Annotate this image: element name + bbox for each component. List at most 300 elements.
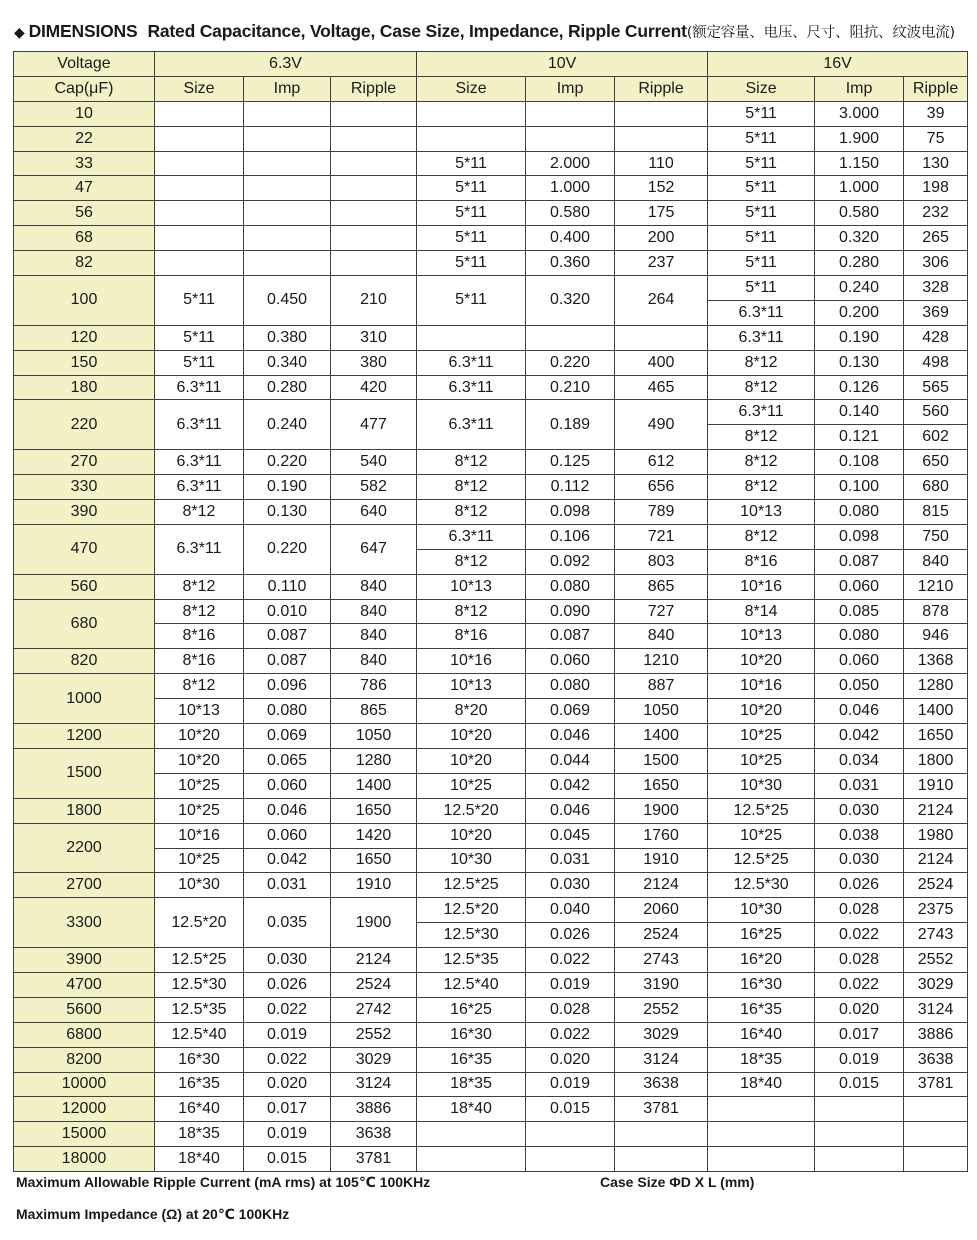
capacitance-cell: 2200 bbox=[14, 823, 155, 873]
10v-size-cell: 16*25 bbox=[417, 997, 526, 1022]
6-3v-ripple-cell bbox=[331, 101, 417, 126]
10v-ripple-cell bbox=[615, 101, 708, 126]
size-header: Size bbox=[155, 76, 244, 101]
10v-imp-cell: 0.069 bbox=[526, 699, 615, 724]
16v-ripple-cell: 1650 bbox=[904, 724, 968, 749]
case-size-note: Case Size ΦD X L (mm) bbox=[600, 1174, 755, 1190]
6-3v-imp-cell: 0.340 bbox=[244, 350, 331, 375]
6-3v-ripple-cell bbox=[331, 201, 417, 226]
table-row bbox=[14, 649, 968, 674]
table-subtitle: Rated Capacitance, Voltage, Case Size, Impedance, Ripple Current bbox=[147, 21, 687, 41]
16v-size-cell: 10*16 bbox=[708, 574, 815, 599]
6-3v-imp-cell: 0.060 bbox=[244, 773, 331, 798]
capacitance-cell: 18000 bbox=[14, 1147, 155, 1172]
6-3v-imp-cell: 0.030 bbox=[244, 948, 331, 973]
10v-ripple-cell: 3638 bbox=[615, 1072, 708, 1097]
6-3v-ripple-cell: 1900 bbox=[331, 898, 417, 948]
10v-size-cell: 5*11 bbox=[417, 226, 526, 251]
6-3v-size-cell bbox=[155, 251, 244, 276]
table-row bbox=[14, 972, 968, 997]
16v-imp-cell: 0.126 bbox=[815, 375, 904, 400]
capacitance-cell: 270 bbox=[14, 450, 155, 475]
10v-imp-cell: 1.000 bbox=[526, 176, 615, 201]
6-3v-ripple-cell bbox=[331, 176, 417, 201]
6-3v-imp-cell: 0.220 bbox=[244, 524, 331, 574]
page-title bbox=[14, 18, 955, 44]
6-3v-size-cell: 8*12 bbox=[155, 674, 244, 699]
10v-imp-cell: 2.000 bbox=[526, 151, 615, 176]
table-row bbox=[14, 1122, 968, 1147]
table-row bbox=[14, 251, 968, 276]
6-3v-ripple-cell: 1650 bbox=[331, 848, 417, 873]
10v-size-cell: 12.5*35 bbox=[417, 948, 526, 973]
10v-ripple-cell: 200 bbox=[615, 226, 708, 251]
10v-size-cell: 6.3*11 bbox=[417, 524, 526, 549]
6-3v-ripple-cell: 3886 bbox=[331, 1097, 417, 1122]
6-3v-size-cell bbox=[155, 201, 244, 226]
capacitance-cell: 6800 bbox=[14, 1022, 155, 1047]
16v-imp-cell: 0.028 bbox=[815, 948, 904, 973]
16v-ripple-cell: 2552 bbox=[904, 948, 968, 973]
table-row bbox=[14, 724, 968, 749]
6-3v-ripple-cell: 2124 bbox=[331, 948, 417, 973]
6-3v-imp-cell: 0.280 bbox=[244, 375, 331, 400]
10v-size-cell: 10*30 bbox=[417, 848, 526, 873]
16v-ripple-cell: 878 bbox=[904, 599, 968, 624]
16v-ripple-cell: 1368 bbox=[904, 649, 968, 674]
16v-size-cell: 8*12 bbox=[708, 450, 815, 475]
6-3v-ripple-cell: 3029 bbox=[331, 1047, 417, 1072]
16v-imp-cell: 0.050 bbox=[815, 674, 904, 699]
16v-ripple-cell: 75 bbox=[904, 126, 968, 151]
6-3v-imp-cell bbox=[244, 251, 331, 276]
6-3v-ripple-cell: 1280 bbox=[331, 748, 417, 773]
table-row bbox=[14, 226, 968, 251]
6-3v-ripple-cell: 640 bbox=[331, 500, 417, 525]
16v-imp-cell: 0.087 bbox=[815, 549, 904, 574]
10v-imp-cell: 0.022 bbox=[526, 948, 615, 973]
table-row bbox=[14, 276, 968, 301]
10v-imp-cell: 0.220 bbox=[526, 350, 615, 375]
6-3v-ripple-cell: 1420 bbox=[331, 823, 417, 848]
table-row bbox=[14, 400, 968, 425]
16v-size-cell: 6.3*11 bbox=[708, 400, 815, 425]
10v-imp-cell: 0.112 bbox=[526, 475, 615, 500]
10v-size-cell: 12.5*20 bbox=[417, 798, 526, 823]
capacitance-cell: 68 bbox=[14, 226, 155, 251]
10v-ripple-cell: 3029 bbox=[615, 1022, 708, 1047]
10v-imp-cell: 0.015 bbox=[526, 1097, 615, 1122]
6-3v-size-cell: 10*25 bbox=[155, 798, 244, 823]
capacitance-cell: 10000 bbox=[14, 1072, 155, 1097]
10v-size-cell: 6.3*11 bbox=[417, 350, 526, 375]
6-3v-imp-cell: 0.130 bbox=[244, 500, 331, 525]
imp-header: Imp bbox=[244, 76, 331, 101]
table-row bbox=[14, 948, 968, 973]
6-3v-size-cell: 10*30 bbox=[155, 873, 244, 898]
10v-imp-cell: 0.098 bbox=[526, 500, 615, 525]
16v-size-cell: 5*11 bbox=[708, 151, 815, 176]
6-3v-ripple-cell: 1050 bbox=[331, 724, 417, 749]
table-row bbox=[14, 176, 968, 201]
10v-size-cell: 10*25 bbox=[417, 773, 526, 798]
10v-ripple-cell: 840 bbox=[615, 624, 708, 649]
10v-size-cell: 5*11 bbox=[417, 251, 526, 276]
6-3v-size-cell: 18*35 bbox=[155, 1122, 244, 1147]
10v-size-cell: 8*16 bbox=[417, 624, 526, 649]
10v-ripple-cell: 1910 bbox=[615, 848, 708, 873]
16v-imp-cell: 0.085 bbox=[815, 599, 904, 624]
16v-ripple-cell: 2124 bbox=[904, 798, 968, 823]
capacitance-cell: 56 bbox=[14, 201, 155, 226]
16v-size-cell: 18*35 bbox=[708, 1047, 815, 1072]
6-3v-imp-cell: 0.042 bbox=[244, 848, 331, 873]
16v-imp-cell: 0.240 bbox=[815, 276, 904, 301]
16v-imp-cell: 0.098 bbox=[815, 524, 904, 549]
16v-ripple-cell: 2524 bbox=[904, 873, 968, 898]
10v-ripple-cell: 1650 bbox=[615, 773, 708, 798]
16v-imp-cell: 0.080 bbox=[815, 500, 904, 525]
table-row bbox=[14, 798, 968, 823]
6-3v-ripple-cell: 3638 bbox=[331, 1122, 417, 1147]
10v-size-cell: 12.5*40 bbox=[417, 972, 526, 997]
capacitance-cell: 1200 bbox=[14, 724, 155, 749]
table-row bbox=[14, 524, 968, 549]
table-row bbox=[14, 1147, 968, 1172]
10v-ripple-cell: 465 bbox=[615, 375, 708, 400]
16v-imp-cell bbox=[815, 1122, 904, 1147]
16v-size-cell bbox=[708, 1122, 815, 1147]
voltage-header: Voltage bbox=[14, 52, 155, 77]
10v-size-cell bbox=[417, 1147, 526, 1172]
6-3v-size-cell: 16*35 bbox=[155, 1072, 244, 1097]
16v-ripple-cell: 39 bbox=[904, 101, 968, 126]
6-3v-size-cell: 10*25 bbox=[155, 848, 244, 873]
6-3v-ripple-cell: 380 bbox=[331, 350, 417, 375]
6-3v-ripple-cell: 1650 bbox=[331, 798, 417, 823]
table-row bbox=[14, 1097, 968, 1122]
6-3v-imp-cell: 0.026 bbox=[244, 972, 331, 997]
6-3v-size-cell: 10*16 bbox=[155, 823, 244, 848]
16v-size-cell: 10*13 bbox=[708, 624, 815, 649]
10v-ripple-cell: 400 bbox=[615, 350, 708, 375]
10v-size-cell bbox=[417, 325, 526, 350]
capacitance-cell: 1000 bbox=[14, 674, 155, 724]
16v-imp-cell: 0.046 bbox=[815, 699, 904, 724]
16v-size-cell: 5*11 bbox=[708, 276, 815, 301]
6-3v-size-cell: 6.3*11 bbox=[155, 400, 244, 450]
10v-size-cell: 18*40 bbox=[417, 1097, 526, 1122]
16v-ripple-cell: 946 bbox=[904, 624, 968, 649]
6-3v-imp-cell: 0.087 bbox=[244, 624, 331, 649]
6-3v-ripple-cell: 582 bbox=[331, 475, 417, 500]
6-3v-size-cell: 12.5*40 bbox=[155, 1022, 244, 1047]
6-3v-imp-cell: 0.035 bbox=[244, 898, 331, 948]
16v-ripple-cell: 750 bbox=[904, 524, 968, 549]
table-row bbox=[14, 500, 968, 525]
16v-ripple-cell: 2743 bbox=[904, 923, 968, 948]
16v-size-cell: 8*12 bbox=[708, 524, 815, 549]
16v-imp-cell: 0.200 bbox=[815, 300, 904, 325]
10v-ripple-cell: 656 bbox=[615, 475, 708, 500]
16v-imp-cell: 0.108 bbox=[815, 450, 904, 475]
6-3v-imp-cell: 0.022 bbox=[244, 997, 331, 1022]
16v-imp-cell: 1.900 bbox=[815, 126, 904, 151]
6-3v-imp-cell bbox=[244, 201, 331, 226]
10v-imp-cell: 0.022 bbox=[526, 1022, 615, 1047]
16v-size-cell: 5*11 bbox=[708, 176, 815, 201]
6-3v-imp-cell: 0.020 bbox=[244, 1072, 331, 1097]
16v-ripple-cell: 565 bbox=[904, 375, 968, 400]
capacitance-cell: 8200 bbox=[14, 1047, 155, 1072]
imp-header: Imp bbox=[526, 76, 615, 101]
6-3v-imp-cell bbox=[244, 176, 331, 201]
16v-size-cell: 10*30 bbox=[708, 773, 815, 798]
16v-size-cell bbox=[708, 1147, 815, 1172]
6-3v-size-cell bbox=[155, 226, 244, 251]
16v-size-cell: 8*12 bbox=[708, 350, 815, 375]
16v-imp-cell bbox=[815, 1097, 904, 1122]
16v-imp-cell: 0.017 bbox=[815, 1022, 904, 1047]
16v-ripple-cell: 306 bbox=[904, 251, 968, 276]
16v-imp-cell: 0.026 bbox=[815, 873, 904, 898]
table-row bbox=[14, 848, 968, 873]
10v-ripple-cell: 175 bbox=[615, 201, 708, 226]
6-3v-size-cell: 8*16 bbox=[155, 649, 244, 674]
6-3v-ripple-cell bbox=[331, 226, 417, 251]
16v-ripple-cell: 602 bbox=[904, 425, 968, 450]
10v-ripple-cell: 887 bbox=[615, 674, 708, 699]
6-3v-imp-cell: 0.450 bbox=[244, 276, 331, 326]
6-3v-size-cell: 5*11 bbox=[155, 276, 244, 326]
6-3v-size-cell: 6.3*11 bbox=[155, 524, 244, 574]
6-3v-ripple-cell: 865 bbox=[331, 699, 417, 724]
10v-imp-cell: 0.031 bbox=[526, 848, 615, 873]
16v-imp-cell: 1.150 bbox=[815, 151, 904, 176]
16v-size-cell bbox=[708, 1097, 815, 1122]
16v-size-cell: 18*40 bbox=[708, 1072, 815, 1097]
10v-ripple-cell: 2124 bbox=[615, 873, 708, 898]
10v-imp-cell: 0.400 bbox=[526, 226, 615, 251]
10v-size-cell: 5*11 bbox=[417, 201, 526, 226]
6-3v-ripple-cell: 840 bbox=[331, 649, 417, 674]
16v-ripple-cell: 3029 bbox=[904, 972, 968, 997]
10v-imp-cell: 0.046 bbox=[526, 798, 615, 823]
6-3v-ripple-cell: 477 bbox=[331, 400, 417, 450]
16v-imp-cell: 0.028 bbox=[815, 898, 904, 923]
10v-imp-cell: 0.210 bbox=[526, 375, 615, 400]
16v-ripple-cell: 840 bbox=[904, 549, 968, 574]
16v-ripple-cell: 3886 bbox=[904, 1022, 968, 1047]
6-3v-ripple-cell: 420 bbox=[331, 375, 417, 400]
10v-ripple-cell bbox=[615, 325, 708, 350]
capacitance-cell: 150 bbox=[14, 350, 155, 375]
10v-imp-cell: 0.045 bbox=[526, 823, 615, 848]
16v-imp-cell: 3.000 bbox=[815, 101, 904, 126]
16v-ripple-cell bbox=[904, 1097, 968, 1122]
16v-size-cell: 10*20 bbox=[708, 699, 815, 724]
ripple-header: Ripple bbox=[615, 76, 708, 101]
10v-size-cell: 10*20 bbox=[417, 748, 526, 773]
10v-ripple-cell: 237 bbox=[615, 251, 708, 276]
table-row bbox=[14, 624, 968, 649]
10v-size-cell: 8*12 bbox=[417, 549, 526, 574]
voltage-16v-header: 16V bbox=[708, 52, 968, 77]
10v-ripple-cell: 3190 bbox=[615, 972, 708, 997]
16v-imp-cell: 0.022 bbox=[815, 972, 904, 997]
10v-size-cell bbox=[417, 126, 526, 151]
6-3v-size-cell: 8*12 bbox=[155, 500, 244, 525]
10v-imp-cell: 0.019 bbox=[526, 1072, 615, 1097]
capacitance-cell: 5600 bbox=[14, 997, 155, 1022]
capacitance-cell: 330 bbox=[14, 475, 155, 500]
10v-ripple-cell: 803 bbox=[615, 549, 708, 574]
capacitance-cell: 180 bbox=[14, 375, 155, 400]
6-3v-size-cell: 12.5*30 bbox=[155, 972, 244, 997]
16v-size-cell: 10*25 bbox=[708, 748, 815, 773]
6-3v-ripple-cell: 3124 bbox=[331, 1072, 417, 1097]
table-row bbox=[14, 873, 968, 898]
capacitance-cell: 10 bbox=[14, 101, 155, 126]
16v-imp-cell: 0.030 bbox=[815, 848, 904, 873]
10v-size-cell: 18*35 bbox=[417, 1072, 526, 1097]
6-3v-size-cell bbox=[155, 176, 244, 201]
10v-ripple-cell: 789 bbox=[615, 500, 708, 525]
6-3v-imp-cell: 0.080 bbox=[244, 699, 331, 724]
10v-imp-cell: 0.092 bbox=[526, 549, 615, 574]
16v-size-cell: 12.5*25 bbox=[708, 848, 815, 873]
6-3v-imp-cell: 0.190 bbox=[244, 475, 331, 500]
10v-ripple-cell bbox=[615, 1147, 708, 1172]
10v-ripple-cell: 721 bbox=[615, 524, 708, 549]
6-3v-ripple-cell bbox=[331, 251, 417, 276]
16v-ripple-cell: 130 bbox=[904, 151, 968, 176]
16v-imp-cell: 0.038 bbox=[815, 823, 904, 848]
10v-imp-cell: 0.044 bbox=[526, 748, 615, 773]
16v-ripple-cell: 2124 bbox=[904, 848, 968, 873]
16v-size-cell: 6.3*11 bbox=[708, 325, 815, 350]
16v-ripple-cell: 1210 bbox=[904, 574, 968, 599]
10v-ripple-cell bbox=[615, 1122, 708, 1147]
16v-ripple-cell: 198 bbox=[904, 176, 968, 201]
16v-size-cell: 16*25 bbox=[708, 923, 815, 948]
capacitance-cell: 15000 bbox=[14, 1122, 155, 1147]
10v-size-cell: 8*12 bbox=[417, 475, 526, 500]
10v-imp-cell: 0.042 bbox=[526, 773, 615, 798]
16v-size-cell: 12.5*30 bbox=[708, 873, 815, 898]
16v-size-cell: 5*11 bbox=[708, 226, 815, 251]
cap-header: Cap(μF) bbox=[14, 76, 155, 101]
16v-ripple-cell bbox=[904, 1122, 968, 1147]
16v-imp-cell: 0.080 bbox=[815, 624, 904, 649]
10v-size-cell: 8*12 bbox=[417, 500, 526, 525]
16v-ripple-cell: 265 bbox=[904, 226, 968, 251]
6-3v-ripple-cell: 1910 bbox=[331, 873, 417, 898]
16v-size-cell: 8*12 bbox=[708, 475, 815, 500]
10v-ripple-cell: 1500 bbox=[615, 748, 708, 773]
section-heading: DIMENSIONS bbox=[28, 21, 138, 41]
table-row bbox=[14, 674, 968, 699]
16v-ripple-cell: 1910 bbox=[904, 773, 968, 798]
table-row bbox=[14, 1047, 968, 1072]
10v-ripple-cell: 1900 bbox=[615, 798, 708, 823]
10v-ripple-cell: 1760 bbox=[615, 823, 708, 848]
10v-ripple-cell: 152 bbox=[615, 176, 708, 201]
6-3v-size-cell: 6.3*11 bbox=[155, 375, 244, 400]
6-3v-imp-cell: 0.069 bbox=[244, 724, 331, 749]
6-3v-imp-cell: 0.065 bbox=[244, 748, 331, 773]
capacitance-cell: 390 bbox=[14, 500, 155, 525]
16v-size-cell: 5*11 bbox=[708, 251, 815, 276]
table-row bbox=[14, 1022, 968, 1047]
16v-imp-cell: 0.015 bbox=[815, 1072, 904, 1097]
6-3v-size-cell: 10*25 bbox=[155, 773, 244, 798]
10v-imp-cell: 0.020 bbox=[526, 1047, 615, 1072]
16v-size-cell: 16*40 bbox=[708, 1022, 815, 1047]
10v-imp-cell: 0.320 bbox=[526, 276, 615, 326]
10v-size-cell bbox=[417, 1122, 526, 1147]
table-row bbox=[14, 574, 968, 599]
table-row bbox=[14, 375, 968, 400]
16v-size-cell: 8*14 bbox=[708, 599, 815, 624]
16v-ripple-cell: 2375 bbox=[904, 898, 968, 923]
capacitance-cell: 120 bbox=[14, 325, 155, 350]
6-3v-size-cell: 5*11 bbox=[155, 325, 244, 350]
10v-ripple-cell: 3781 bbox=[615, 1097, 708, 1122]
capacitance-cell: 220 bbox=[14, 400, 155, 450]
16v-ripple-cell: 3124 bbox=[904, 997, 968, 1022]
6-3v-size-cell bbox=[155, 126, 244, 151]
10v-imp-cell: 0.580 bbox=[526, 201, 615, 226]
10v-imp-cell bbox=[526, 1147, 615, 1172]
10v-ripple-cell: 2743 bbox=[615, 948, 708, 973]
6-3v-imp-cell: 0.022 bbox=[244, 1047, 331, 1072]
16v-imp-cell: 0.022 bbox=[815, 923, 904, 948]
capacitance-cell: 680 bbox=[14, 599, 155, 649]
6-3v-imp-cell: 0.019 bbox=[244, 1022, 331, 1047]
16v-size-cell: 8*12 bbox=[708, 375, 815, 400]
10v-size-cell: 5*11 bbox=[417, 151, 526, 176]
impedance-note: Maximum Impedance (Ω) at 20℃ 100KHz bbox=[16, 1206, 290, 1222]
16v-imp-cell: 0.020 bbox=[815, 997, 904, 1022]
10v-size-cell: 5*11 bbox=[417, 276, 526, 326]
6-3v-imp-cell: 0.015 bbox=[244, 1147, 331, 1172]
ripple-header: Ripple bbox=[331, 76, 417, 101]
6-3v-imp-cell bbox=[244, 126, 331, 151]
6-3v-imp-cell: 0.087 bbox=[244, 649, 331, 674]
10v-size-cell: 10*13 bbox=[417, 674, 526, 699]
16v-size-cell: 8*16 bbox=[708, 549, 815, 574]
10v-imp-cell: 0.087 bbox=[526, 624, 615, 649]
voltage-10v-header: 10V bbox=[417, 52, 708, 77]
16v-ripple-cell: 3781 bbox=[904, 1072, 968, 1097]
16v-size-cell: 5*11 bbox=[708, 126, 815, 151]
10v-size-cell bbox=[417, 101, 526, 126]
10v-size-cell: 16*35 bbox=[417, 1047, 526, 1072]
16v-imp-cell: 0.130 bbox=[815, 350, 904, 375]
capacitance-cell: 560 bbox=[14, 574, 155, 599]
6-3v-ripple-cell: 2524 bbox=[331, 972, 417, 997]
10v-size-cell: 8*20 bbox=[417, 699, 526, 724]
16v-size-cell: 10*25 bbox=[708, 823, 815, 848]
10v-ripple-cell: 3124 bbox=[615, 1047, 708, 1072]
6-3v-ripple-cell: 1400 bbox=[331, 773, 417, 798]
6-3v-imp-cell bbox=[244, 151, 331, 176]
6-3v-ripple-cell: 840 bbox=[331, 574, 417, 599]
capacitance-cell: 47 bbox=[14, 176, 155, 201]
10v-ripple-cell bbox=[615, 126, 708, 151]
table-row bbox=[14, 475, 968, 500]
